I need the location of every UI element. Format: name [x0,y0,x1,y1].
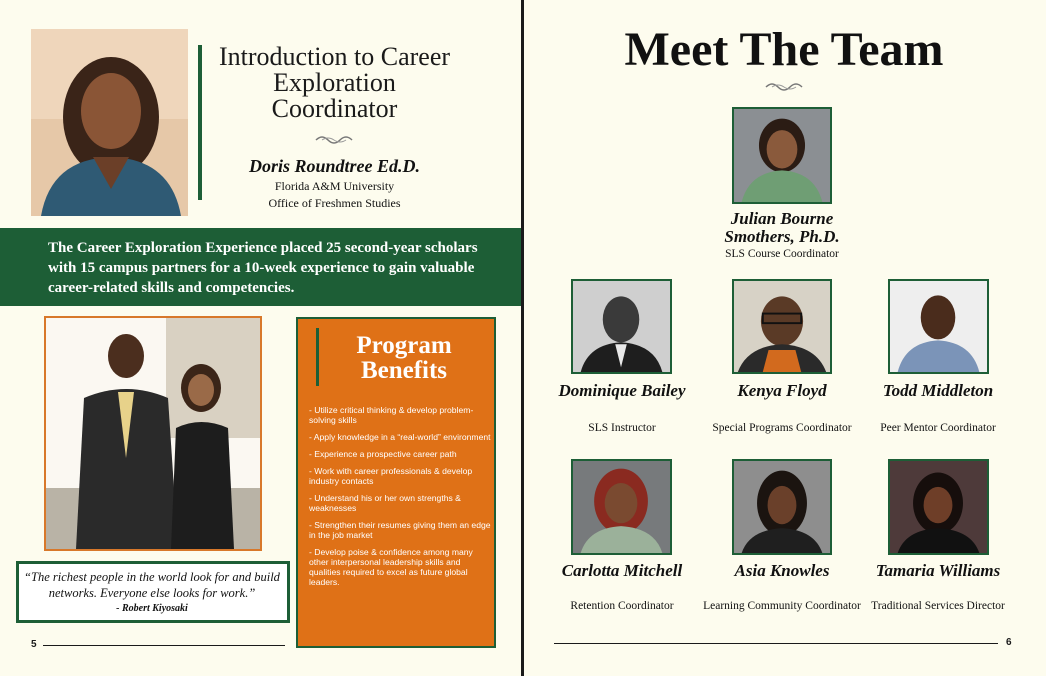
benefit-item: - Understand his or her own strengths & weaknesses [309,493,461,513]
member-role: Learning Community Coordinator [703,600,861,612]
benefit-item: - Utilize critical thinking & develop problem-solving skills [309,405,474,425]
member-photo [888,279,989,374]
duo-photo [44,316,262,551]
footer-rule-right [554,643,998,644]
coordinator-photo [31,29,188,216]
member-name: Kenya Floyd [737,381,827,400]
member-name: Tamaria Williams [875,561,1001,580]
member-photo [888,459,989,555]
member-role: Retention Coordinator [570,600,674,612]
member-photo [732,279,832,374]
member-name: Todd Middleton [882,381,994,400]
intro-title: Introduction to Career Exploration Coordinator [218,42,451,123]
title-accent-bar [198,45,202,200]
right-page [524,0,1046,676]
member-photo [732,459,832,555]
member-role: Special Programs Coordinator [712,422,852,434]
benefit-item: - Work with career professionals & develop industry contacts [309,466,473,486]
member-name: Dominique Bailey [558,381,686,400]
member-name: Asia Knowles [734,561,830,580]
quote-author: - Robert Kiyosaki [116,603,188,614]
member-photo [571,459,672,555]
left-page [0,0,522,676]
quote-text: “The richest people in the world look for and build networks. Everyone else looks for work.” [24,570,280,600]
page-number-left: 5 [31,639,37,650]
member-role: SLS Instructor [588,422,656,434]
member-photo [571,279,672,374]
coordinator-name: Doris Roundtree Ed.D. [248,156,421,176]
page-number-right: 6 [1006,637,1012,648]
member-role: Traditional Services Director [871,600,1005,612]
benefit-item: - Develop poise & confidence among many other interpersonal leadership skills and qualities required to excel as future global leaders. [309,547,473,587]
benefits-title: Program Benefits [356,332,452,384]
member-role: Peer Mentor Coordinator [880,422,996,434]
member-name: Julian Bourne Smothers, Ph.D. [724,209,840,246]
summary-text: The Career Exploration Experience placed 25 second-year scholars with 15 campus partners for a 10-week experience to gain valuable career-related skills and competencies. [48,240,478,296]
benefit-item: - Strengthen their resumes giving them an edge in the job market [309,520,491,540]
benefits-list [309,405,493,594]
coordinator-department: Office of Freshmen Studies [268,196,401,210]
benefit-item: - Experience a prospective career path [309,449,457,459]
coordinator-organization: Florida A&M University [274,179,395,193]
team-title: Meet The Team [624,23,944,76]
member-role: SLS Course Coordinator [725,248,839,260]
flourish-ornament-icon [314,134,354,146]
flourish-ornament-icon [764,81,804,93]
benefit-item: - Apply knowledge in a “real-world” environment [309,432,491,442]
benefits-accent-bar [316,328,319,386]
footer-rule-left [43,645,285,646]
member-name: Carlotta Mitchell [561,561,683,580]
member-photo [732,107,832,204]
